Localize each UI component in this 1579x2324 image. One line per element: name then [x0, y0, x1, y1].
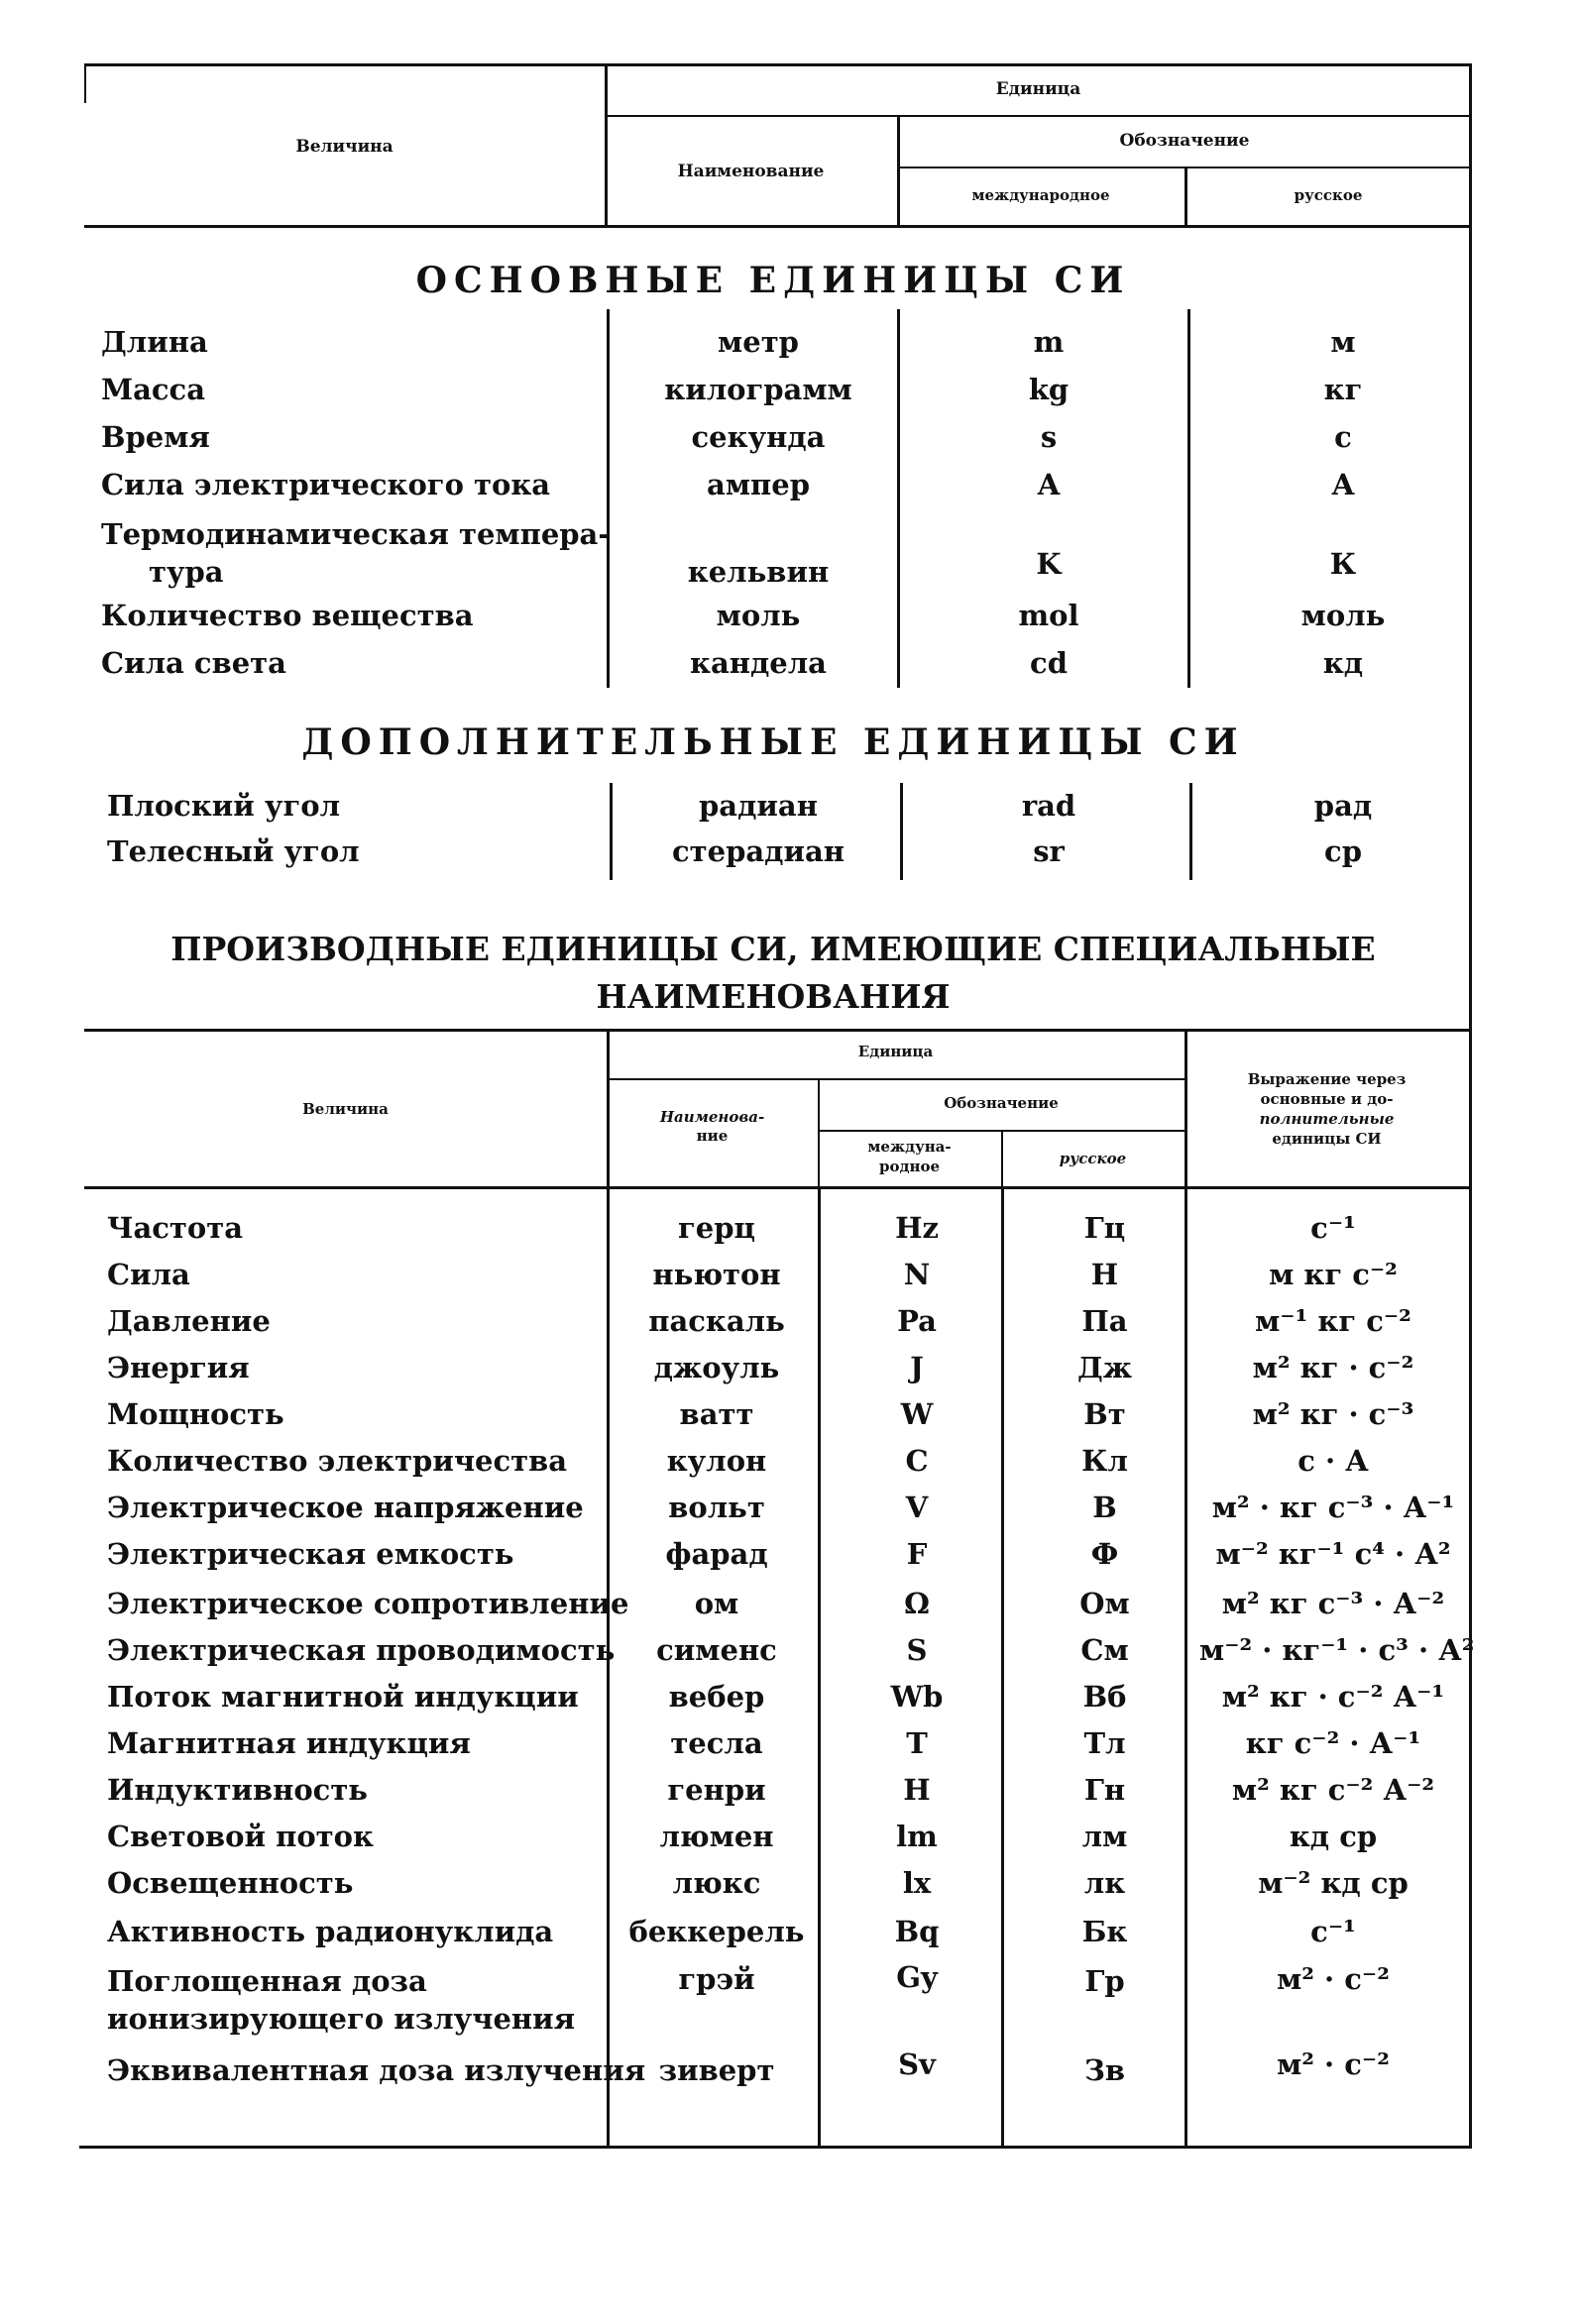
unit-name-cell: сименс [656, 1633, 777, 1667]
table-row [0, 1820, 1579, 1865]
quantity-cell: Время [101, 420, 210, 454]
table-row [0, 1537, 1579, 1583]
quantity-cell: Электрическая емкость [107, 1537, 514, 1571]
table-row [0, 834, 1579, 880]
russian-symbol-cell: Зв [1083, 2053, 1126, 2087]
si-expression-cell: кг с⁻² · А⁻¹ [1245, 1726, 1421, 1760]
quantity-cell: Частота [107, 1211, 243, 1245]
russian-symbol-cell: Тл [1083, 1726, 1126, 1760]
header-name: Наименование [677, 162, 825, 181]
international-symbol-cell: mol [1018, 599, 1079, 632]
international-symbol-cell: S [906, 1633, 928, 1667]
si-expression-cell: с⁻¹ [1310, 1915, 1356, 1948]
derived-header-quantity: Величина [302, 1100, 389, 1118]
quantity-cell-line2: ионизирующего излучения [107, 2002, 576, 2036]
quantity-cell-line1: Термодинамическая темпера- [101, 517, 611, 551]
quantity-cell: Индуктивность [107, 1773, 368, 1807]
quantity-cell: Сила электрического тока [101, 468, 551, 501]
derived-header-designation: Обозначение [944, 1094, 1059, 1112]
si-expression-cell: м² · с⁻² [1277, 2047, 1390, 2081]
quantity-cell: Освещенность [107, 1866, 354, 1900]
table-row [0, 646, 1579, 692]
derived-header-russian: русское [1059, 1150, 1127, 1167]
international-symbol-cell: Gy [896, 1960, 938, 1994]
quantity-cell: Количество вещества [101, 599, 474, 632]
table-row [0, 1773, 1579, 1819]
table-row [0, 1726, 1579, 1772]
international-symbol-cell: N [903, 1258, 931, 1291]
unit-name-cell: стерадиан [672, 834, 845, 868]
derived-header-expr-line1: Выражение через [1247, 1070, 1407, 1088]
unit-name-cell: беккерель [628, 1915, 805, 1948]
russian-symbol-cell: Вб [1082, 1680, 1127, 1714]
si-expression-cell: м² кг с⁻³ · А⁻² [1221, 1587, 1445, 1620]
international-symbol-cell: Wb [890, 1680, 944, 1714]
table-row [0, 1915, 1579, 1960]
table-row [0, 1351, 1579, 1396]
derived-header-unit: Единица [857, 1043, 934, 1060]
international-symbol-cell: lx [902, 1866, 932, 1900]
table-row [0, 420, 1579, 466]
table-row [0, 1587, 1579, 1632]
international-symbol-cell: sr [1033, 834, 1065, 868]
international-symbol-cell: F [906, 1537, 928, 1571]
si-expression-cell: кд ср [1289, 1820, 1378, 1853]
international-symbol-cell: m [1033, 325, 1065, 359]
quantity-cell: Сила [107, 1258, 190, 1291]
unit-name-cell: метр [718, 325, 799, 359]
unit-name-cell: секунда [691, 420, 826, 454]
si-expression-cell: м² кг · с⁻³ [1252, 1397, 1414, 1431]
quantity-cell: Телесный угол [107, 834, 360, 868]
russian-symbol-cell: Гн [1083, 1773, 1126, 1807]
header-russian: русское [1294, 186, 1363, 204]
international-symbol-cell: lm [896, 1820, 938, 1853]
russian-symbol-cell: Гц [1083, 1211, 1126, 1245]
derived-header-expr-line2: основные и до- [1260, 1090, 1394, 1108]
derived-header-international-line2: родное [878, 1158, 941, 1175]
quantity-cell: Электрическая проводимость [107, 1633, 616, 1667]
international-symbol-cell: Pa [897, 1304, 937, 1338]
si-expression-cell: м⁻² кд ср [1258, 1866, 1409, 1900]
russian-symbol-cell: Гр [1084, 1964, 1125, 1998]
si-expression-cell: с · А [1297, 1444, 1369, 1478]
russian-symbol-cell: с [1334, 420, 1352, 454]
table-row [0, 789, 1579, 834]
international-symbol-cell: Ω [904, 1587, 930, 1620]
quantity-cell: Сила света [101, 646, 286, 680]
russian-symbol-cell: Вт [1083, 1397, 1126, 1431]
unit-name-cell: кельвин [687, 555, 830, 589]
unit-name-cell: ватт [679, 1397, 754, 1431]
unit-name-cell: ом [694, 1587, 739, 1620]
international-symbol-cell: cd [1030, 646, 1068, 680]
russian-symbol-cell: лм [1081, 1820, 1128, 1853]
international-symbol-cell: s [1040, 420, 1058, 454]
si-expression-cell: м кг с⁻² [1269, 1258, 1398, 1291]
unit-name-cell: вольт [668, 1491, 765, 1524]
derived-units-title-line2: НАИМЕНОВАНИЯ [596, 977, 951, 1016]
header-international: международное [971, 186, 1110, 204]
quantity-cell: Активность радионуклида [107, 1915, 554, 1948]
quantity-cell: Давление [107, 1304, 271, 1338]
table-row [0, 517, 1579, 597]
unit-name-cell: фарад [665, 1537, 768, 1571]
si-expression-cell: м⁻² кг⁻¹ с⁴ · А² [1215, 1537, 1451, 1571]
russian-symbol-cell: К [1329, 547, 1357, 581]
table-row [0, 1258, 1579, 1303]
table-row [0, 373, 1579, 418]
russian-symbol-cell: кг [1323, 373, 1363, 406]
table-row [0, 325, 1579, 371]
unit-name-cell: кулон [666, 1444, 767, 1478]
international-symbol-cell: C [905, 1444, 929, 1478]
derived-header-name-line1: Наименова- [659, 1108, 765, 1126]
header-unit: Единица [995, 79, 1081, 99]
unit-name-cell: ампер [707, 468, 810, 501]
quantity-cell: Эквивалентная доза излучения [107, 2053, 646, 2087]
header-quantity: Величина [295, 137, 394, 157]
quantity-cell-line2: тура [149, 555, 224, 589]
quantity-cell: Количество электричества [107, 1444, 568, 1478]
quantity-cell: Масса [101, 373, 205, 406]
russian-symbol-cell: м [1330, 325, 1356, 359]
table-row [0, 468, 1579, 513]
quantity-cell: Световой поток [107, 1820, 374, 1853]
unit-name-cell: кандела [690, 646, 827, 680]
quantity-cell: Длина [101, 325, 208, 359]
table-row [0, 1866, 1579, 1912]
international-symbol-cell: Hz [895, 1211, 939, 1245]
russian-symbol-cell: Бк [1081, 1915, 1128, 1948]
quantity-cell: Поток магнитной индукции [107, 1680, 579, 1714]
si-expression-cell: м⁻¹ кг с⁻² [1255, 1304, 1411, 1338]
international-symbol-cell: V [905, 1491, 929, 1524]
table-row [0, 2047, 1579, 2099]
quantity-cell: Энергия [107, 1351, 250, 1384]
quantity-cell-line1: Поглощенная доза [107, 1964, 427, 1998]
unit-name-cell: грэй [678, 1962, 755, 1996]
table-row [0, 1491, 1579, 1536]
international-symbol-cell: W [900, 1397, 934, 1431]
table-row [0, 1962, 1579, 2046]
russian-symbol-cell: Дж [1076, 1351, 1133, 1384]
si-expression-cell: м² кг с⁻² А⁻² [1231, 1773, 1435, 1807]
international-symbol-cell: J [910, 1351, 924, 1384]
unit-name-cell: люмен [659, 1820, 774, 1853]
derived-units-title-line1: ПРОИЗВОДНЫЕ ЕДИНИЦЫ СИ, ИМЕЮЩИЕ СПЕЦИАЛЬНЫЕ [170, 930, 1376, 968]
russian-symbol-cell: Ом [1079, 1587, 1130, 1620]
table-row [0, 1633, 1579, 1679]
unit-name-cell: моль [716, 599, 801, 632]
unit-name-cell: паскаль [648, 1304, 785, 1338]
unit-name-cell: люкс [672, 1866, 761, 1900]
international-symbol-cell: rad [1021, 789, 1076, 823]
base-units-title: ОСНОВНЫЕ ЕДИНИЦЫ СИ [415, 260, 1131, 301]
quantity-cell: Мощность [107, 1397, 284, 1431]
table-row [0, 599, 1579, 644]
si-expression-cell: м² кг · с⁻² А⁻¹ [1221, 1680, 1445, 1714]
russian-symbol-cell: кд [1322, 646, 1364, 680]
russian-symbol-cell: ср [1324, 834, 1362, 868]
si-expression-cell: с⁻¹ [1310, 1211, 1356, 1245]
international-symbol-cell: T [906, 1726, 928, 1760]
table-row [0, 1211, 1579, 1257]
derived-header-expr-line4: единицы СИ [1272, 1130, 1382, 1148]
international-symbol-cell: Bq [894, 1915, 940, 1948]
international-symbol-cell: Sv [898, 2047, 936, 2081]
quantity-cell: Электрическое сопротивление [107, 1587, 629, 1620]
quantity-cell: Электрическое напряжение [107, 1491, 584, 1524]
international-symbol-cell: K [1036, 547, 1062, 581]
si-expression-cell: м² · с⁻² [1277, 1962, 1390, 1996]
unit-name-cell: герц [678, 1211, 755, 1245]
unit-name-cell: генри [667, 1773, 766, 1807]
russian-symbol-cell: См [1080, 1633, 1129, 1667]
si-expression-cell: м² кг · с⁻² [1252, 1351, 1414, 1384]
unit-name-cell: вебер [668, 1680, 765, 1714]
russian-symbol-cell: Н [1090, 1258, 1119, 1291]
unit-name-cell: ньютон [652, 1258, 781, 1291]
derived-header-international-line1: междуна- [867, 1138, 952, 1156]
unit-name-cell: килограмм [664, 373, 852, 406]
russian-symbol-cell: лк [1083, 1866, 1126, 1900]
table-row [0, 1304, 1579, 1350]
russian-symbol-cell: Ф [1090, 1537, 1119, 1571]
russian-symbol-cell: моль [1300, 599, 1386, 632]
si-expression-cell: м² · кг с⁻³ · А⁻¹ [1211, 1491, 1455, 1524]
table-row [0, 1397, 1579, 1443]
quantity-cell: Плоский угол [107, 789, 341, 823]
international-symbol-cell: A [1037, 468, 1061, 501]
derived-header-expr-line3: полнительные [1259, 1110, 1395, 1128]
unit-name-cell: зиверт [658, 2053, 775, 2087]
unit-name-cell: джоуль [653, 1351, 780, 1384]
supplementary-units-title: ДОПОЛНИТЕЛЬНЫЕ ЕДИНИЦЫ СИ [301, 721, 1245, 763]
derived-header-name-line2: ние [696, 1127, 729, 1145]
si-expression-cell: м⁻² · кг⁻¹ · с³ · А² [1199, 1633, 1475, 1667]
international-symbol-cell: H [903, 1773, 931, 1807]
russian-symbol-cell: Кл [1081, 1444, 1128, 1478]
russian-symbol-cell: Па [1081, 1304, 1128, 1338]
international-symbol-cell: kg [1028, 373, 1070, 406]
table-row [0, 1680, 1579, 1725]
russian-symbol-cell: рад [1313, 789, 1373, 823]
table-row [0, 1444, 1579, 1490]
unit-name-cell: радиан [699, 789, 818, 823]
russian-symbol-cell: А [1331, 468, 1355, 501]
quantity-cell: Магнитная индукция [107, 1726, 471, 1760]
unit-name-cell: тесла [670, 1726, 763, 1760]
russian-symbol-cell: В [1092, 1491, 1117, 1524]
header-designation: Обозначение [1119, 131, 1250, 151]
